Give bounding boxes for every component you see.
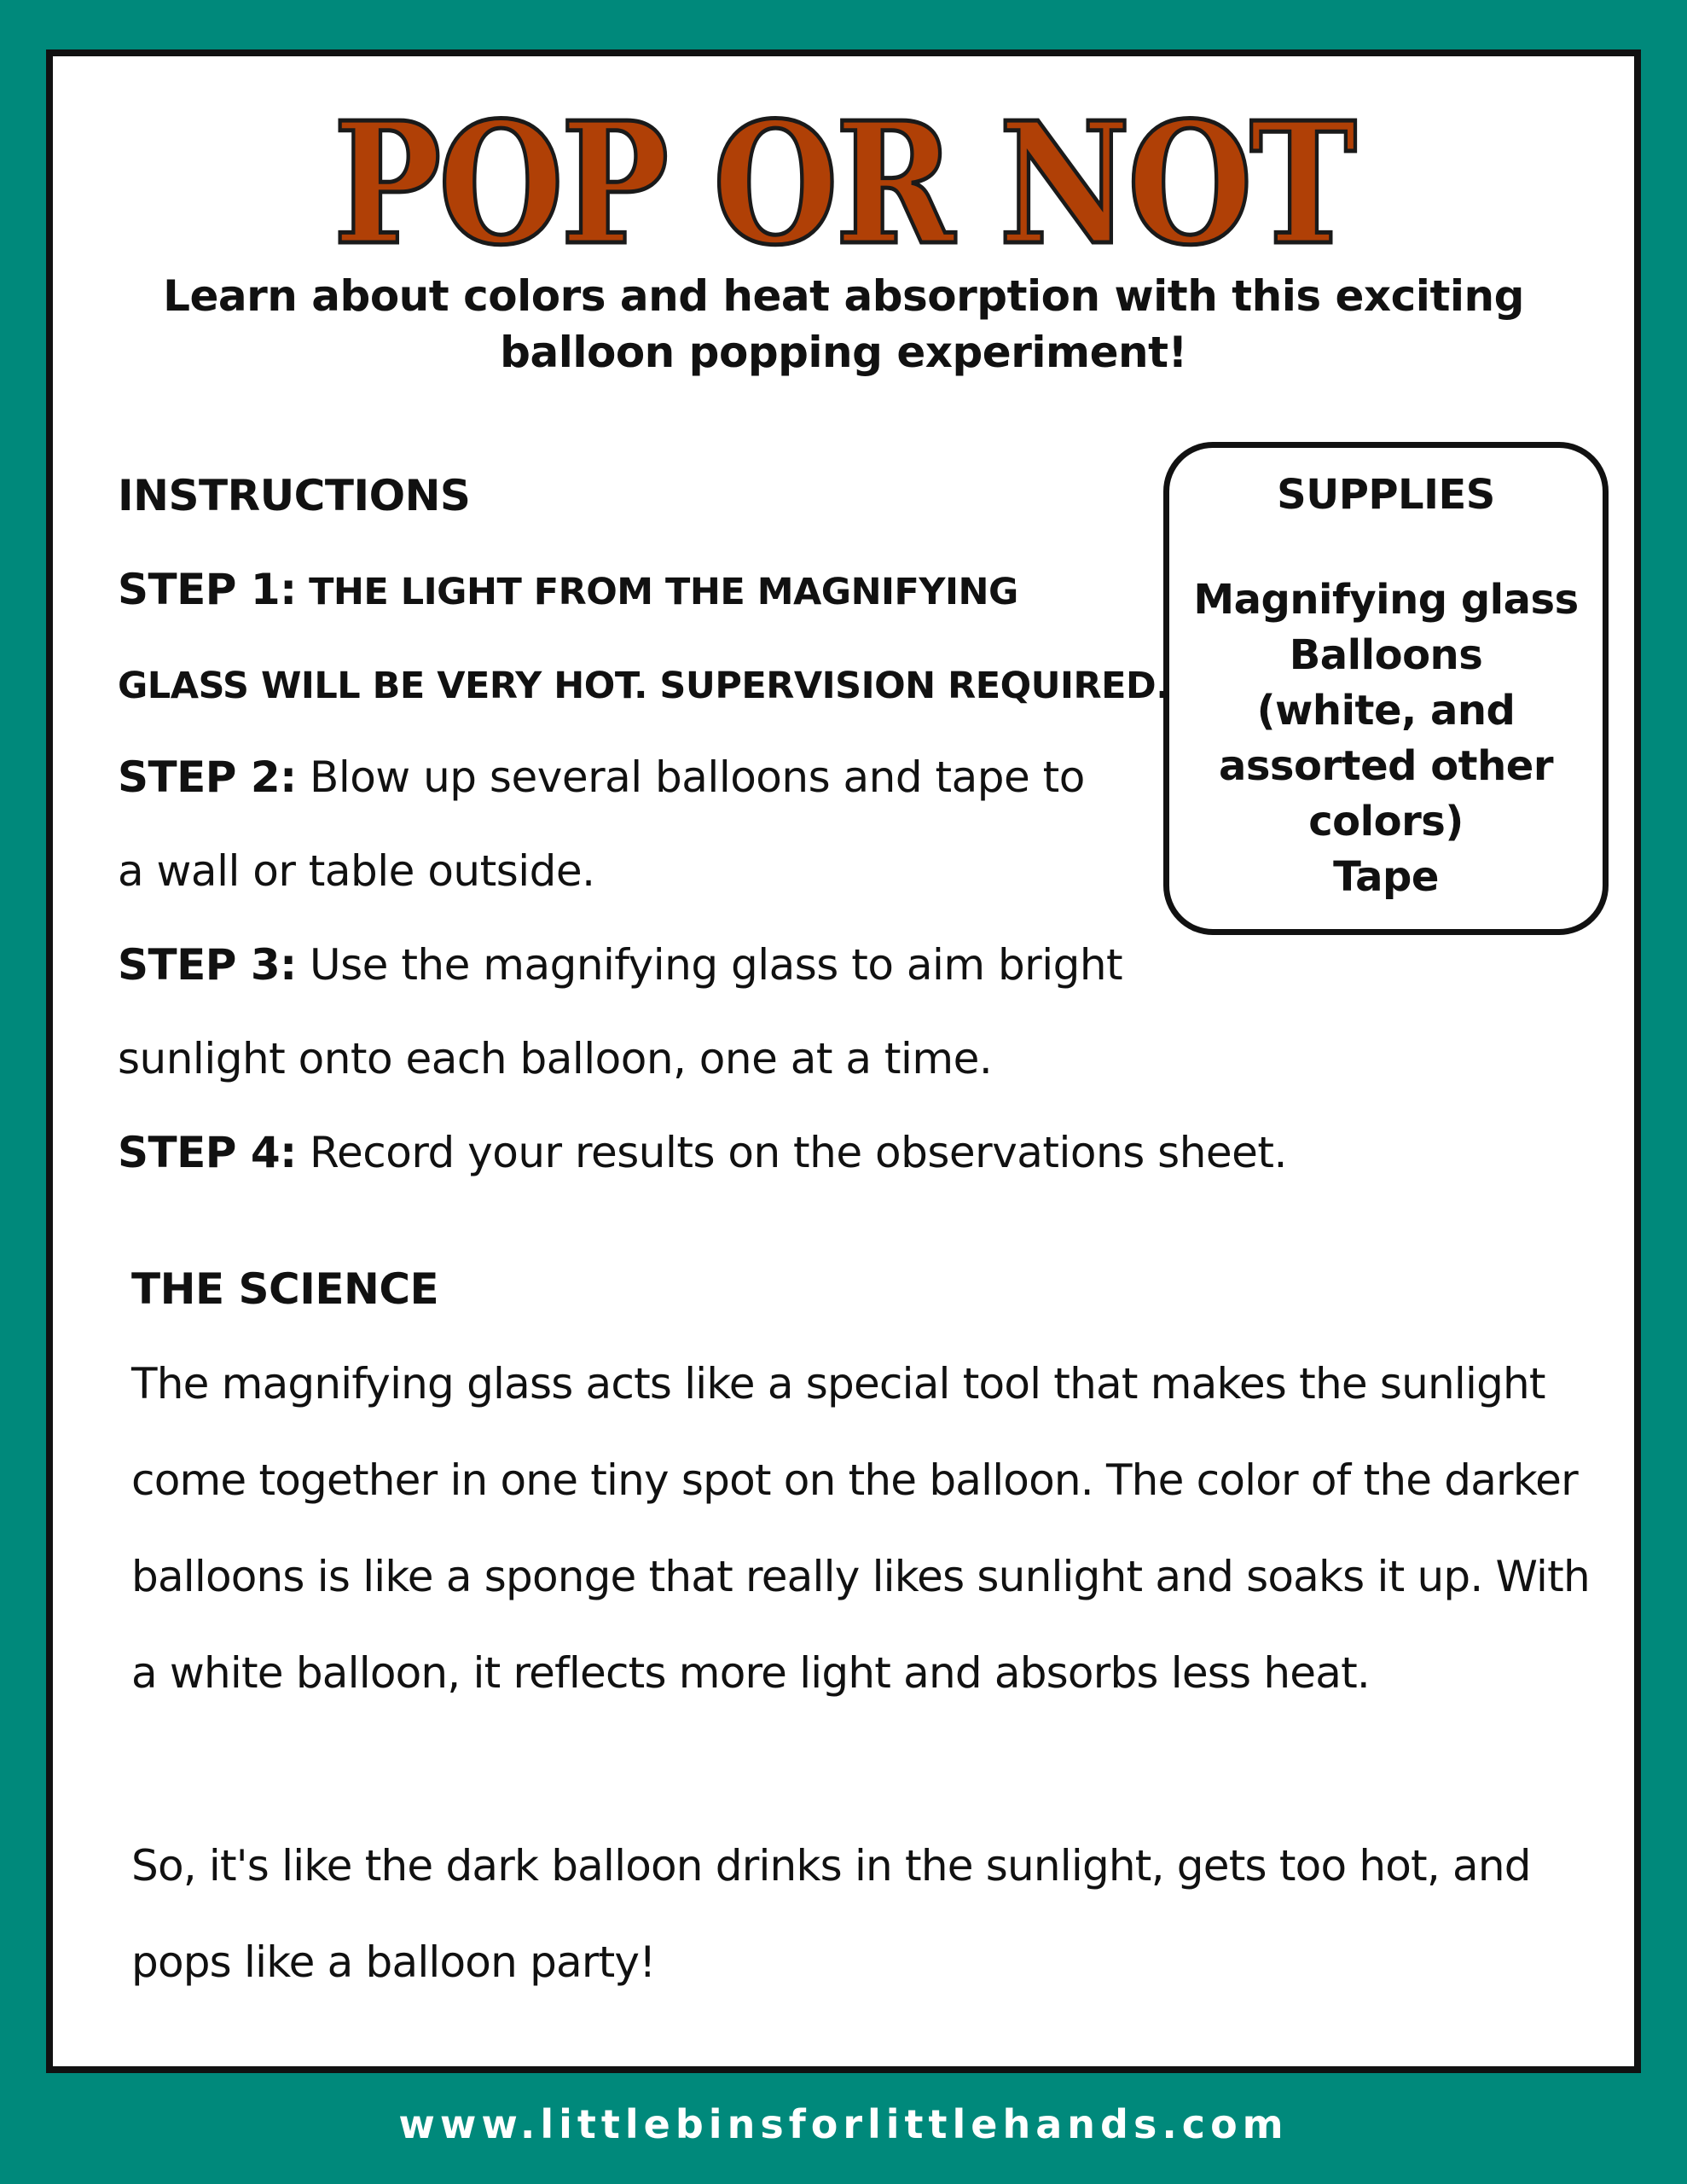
- science-text-line: The magnifying glass acts like a special tool that makes the sunlight: [131, 1359, 1545, 1409]
- science-text-line: So, it's like the dark balloon drinks in the sunlight, gets too hot, and: [131, 1841, 1531, 1891]
- supply-item: (white, and: [1256, 687, 1516, 735]
- step-1-text-1: THE LIGHT FROM THE MAGNIFYING: [296, 571, 1018, 613]
- paragraph-gap: [131, 1722, 1598, 1818]
- supply-item: colors): [1308, 798, 1464, 845]
- step-4-text-1: Record your results on the observations sheet.: [296, 1128, 1287, 1177]
- step-3-line-2: sunlight onto each balloon, one at a time.: [118, 1034, 993, 1083]
- science-text-line: a white balloon, it reflects more light and absorbs less heat.: [131, 1648, 1370, 1698]
- step-3-text-1: Use the magnifying glass to aim bright: [296, 940, 1123, 990]
- supplies-list: [1169, 572, 1603, 905]
- step-2-text-1: Blow up several balloons and tape to: [296, 752, 1085, 802]
- supply-item: assorted other: [1218, 742, 1554, 790]
- step-3-line-1: [118, 918, 1295, 1012]
- worksheet-panel: [46, 49, 1641, 2073]
- step-2-line-2: a wall or table outside.: [118, 846, 595, 896]
- science-text-line: pops like a balloon party!: [131, 1937, 656, 1987]
- supply-item: Tape: [1333, 853, 1439, 901]
- science-heading: THE SCIENCE: [131, 1264, 439, 1314]
- page-title: POP OR NOT: [333, 86, 1354, 282]
- step-4-label: STEP 4:: [118, 1128, 297, 1177]
- instructions-section: [118, 449, 1295, 1199]
- supply-item: Balloons: [1289, 631, 1483, 679]
- supply-item: Magnifying glass: [1193, 576, 1579, 624]
- step-3-label: STEP 3:: [118, 940, 297, 990]
- footer-url: www.littlebinsforlittlehands.com: [398, 2101, 1289, 2147]
- subtitle-line-2: balloon popping experiment!: [500, 328, 1187, 377]
- subtitle-line-1: Learn about colors and heat absorption with this exciting: [163, 271, 1524, 321]
- step-1-line-2: [118, 636, 1295, 730]
- science-text-line: come together in one tiny spot on the balloon. The color of the darker: [131, 1455, 1578, 1505]
- step-1-label: STEP 1:: [118, 565, 297, 614]
- science-text-line: balloons is like a sponge that really likes sunlight and soaks it up. With: [131, 1552, 1590, 1601]
- supplies-heading: SUPPLIES: [1277, 471, 1495, 519]
- page-subtitle: [53, 268, 1634, 380]
- step-2-line-1: [118, 730, 1295, 824]
- science-section: [131, 1242, 1598, 2011]
- step-2-label: STEP 2:: [118, 752, 297, 802]
- supplies-box: [1163, 442, 1609, 935]
- step-1-text-2: GLASS WILL BE VERY HOT. SUPERVISION REQUIRED.: [118, 665, 1170, 707]
- step-1-line-1: [118, 543, 1295, 636]
- step-4-line-1: [118, 1106, 1295, 1199]
- instructions-heading: INSTRUCTIONS: [118, 471, 471, 520]
